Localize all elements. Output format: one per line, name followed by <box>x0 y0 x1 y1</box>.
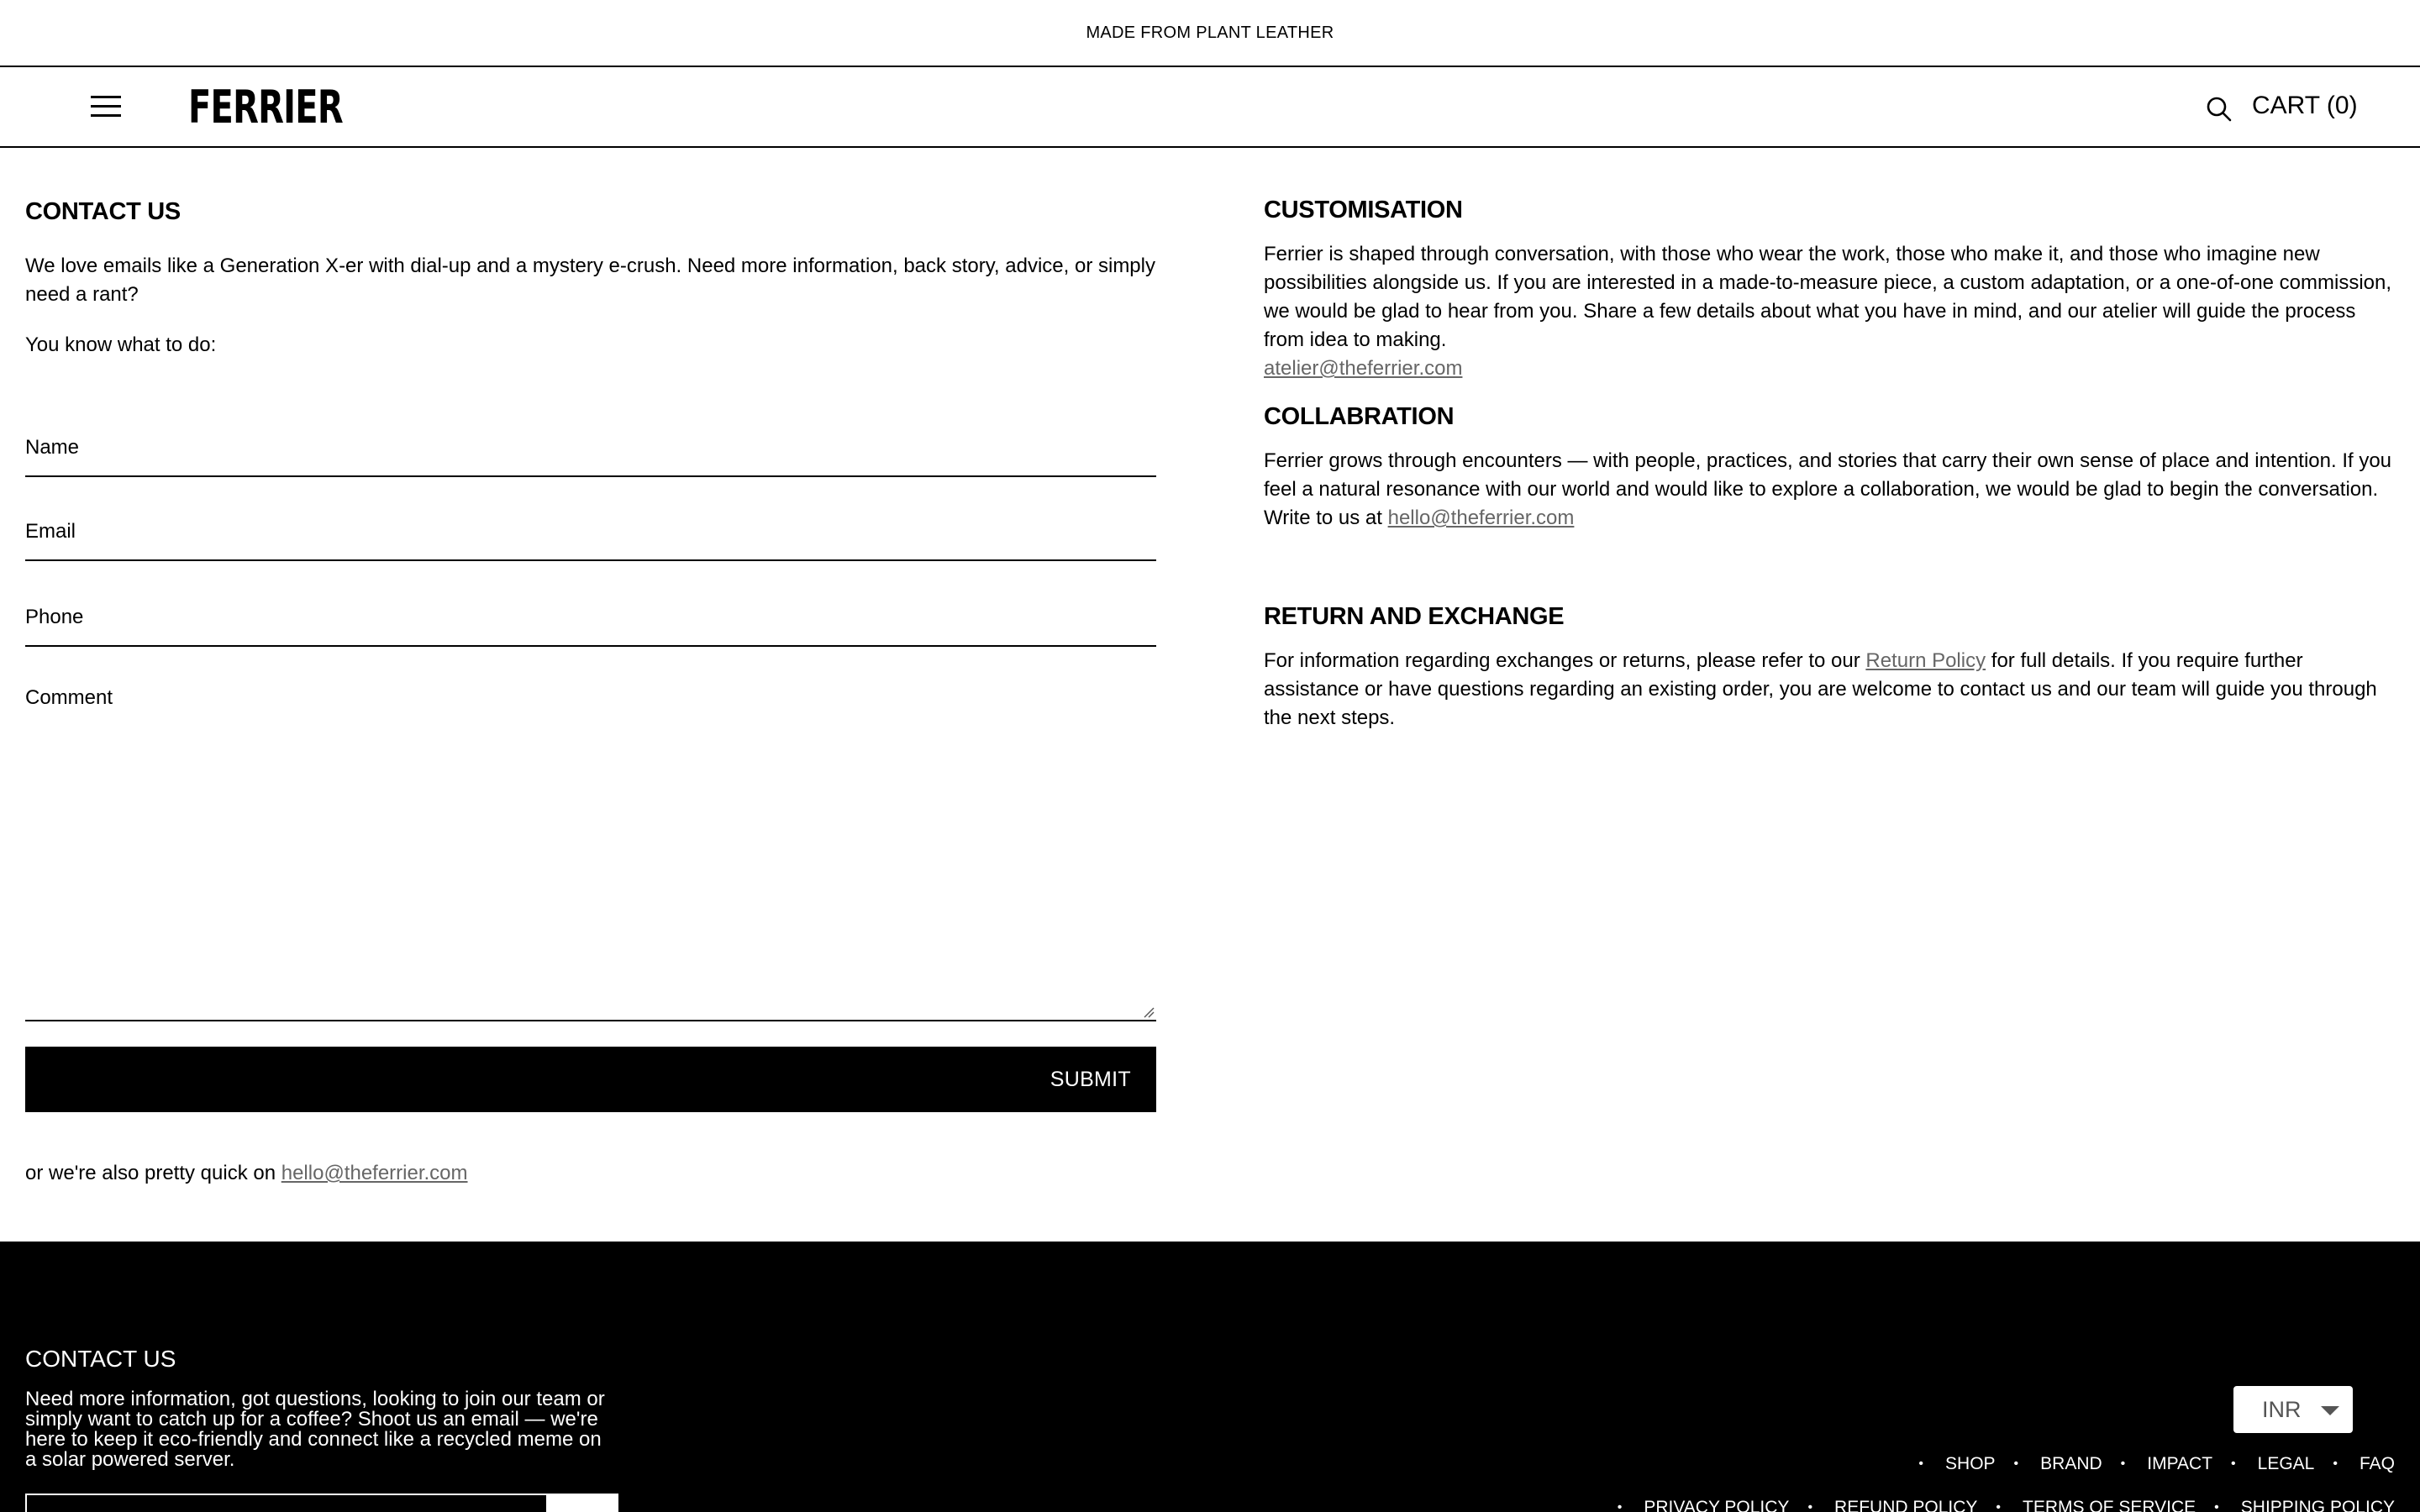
customisation-title: CUSTOMISATION <box>1264 197 1463 223</box>
return-policy-link[interactable]: Return Policy <box>1865 649 1986 672</box>
name-input[interactable] <box>25 428 1156 467</box>
collaboration-body <box>1264 447 2395 533</box>
footer-link-privacy-policy[interactable]: • PRIVACY POLICY <box>1618 1495 1790 1512</box>
comment-textarea[interactable] <box>25 684 1156 1016</box>
name-field <box>25 428 1156 477</box>
newsletter-email-input[interactable] <box>25 1494 618 1512</box>
collaboration-title: COLLABRATION <box>1264 403 1455 430</box>
footer-link-shipping-policy[interactable]: • SHIPPING POLICY <box>2214 1495 2395 1512</box>
comment-field <box>25 684 1156 1021</box>
alternate-contact-text: or we're also pretty quick on <box>25 1162 281 1184</box>
footer-link-brand[interactable]: • BRAND <box>2014 1452 2102 1477</box>
email-input[interactable] <box>25 512 1156 551</box>
footer-nav <box>1900 1452 2395 1477</box>
footer-link-impact[interactable]: • IMPACT <box>2121 1452 2212 1477</box>
brand-logo[interactable]: FERRIER <box>188 81 343 134</box>
footer-legal-nav <box>1599 1495 2395 1512</box>
collaboration-text: Ferrier grows through encounters — with people, practices, and stories that carry their own sense of place and intention. If you feel a natural resonance with our world and would like to explore a collaboration, we would be glad to begin the conversation. Write to us at <box>1264 449 2392 529</box>
collaboration-email-link[interactable]: hello@theferrier.com <box>1387 507 1575 529</box>
contact-prompt: You know what to do: <box>25 333 217 356</box>
customisation-text: Ferrier is shaped through conversation, with those who wear the work, those who make it, and those who imagine new possibilities alongside us. If you are interested in a made-to-measure piece, a custom adaptation, or a one-of-one commission, we would be glad to hear from you. Share a few details about what you have in mind, and our atelier will guide the process from idea to making. <box>1264 243 2392 351</box>
cart-link[interactable]: CART (0) <box>2252 92 2358 119</box>
caret-down-icon <box>2321 1406 2339 1415</box>
announcement-bar <box>0 0 2420 67</box>
footer-link-faq[interactable]: • FAQ <box>2333 1452 2395 1477</box>
announcement-text: MADE FROM PLANT LEATHER <box>1086 23 1334 42</box>
currency-value: INR <box>2262 1397 2302 1422</box>
site-footer <box>0 1242 2420 1512</box>
returns-body <box>1264 647 2395 732</box>
newsletter-submit-button[interactable] <box>546 1495 617 1512</box>
search-icon[interactable] <box>2205 94 2233 123</box>
contact-email-link[interactable]: hello@theferrier.com <box>281 1162 468 1184</box>
contact-title: CONTACT US <box>25 198 181 225</box>
returns-text-after: for full details. If you require further assistance or have questions regarding an existing order, you are welcome to contact us and our team will guide you through the next steps. <box>1264 649 2377 729</box>
email-field <box>25 512 1156 561</box>
atelier-email-link[interactable]: atelier@theferrier.com <box>1264 357 1463 380</box>
contact-intro: We love emails like a Generation X-er with dial-up and a mystery e-crush. Need more information, back story, advice, or simply need a rant? <box>25 255 1155 306</box>
footer-link-refund-policy[interactable]: • REFUND POLICY <box>1807 1495 1977 1512</box>
returns-text-before: For information regarding exchanges or returns, please refer to our <box>1264 649 1866 672</box>
footer-link-legal[interactable]: • LEGAL <box>2231 1452 2314 1477</box>
footer-link-shop[interactable]: • SHOP <box>1918 1452 1995 1477</box>
hamburger-menu-icon[interactable] <box>91 94 121 119</box>
currency-selector[interactable] <box>2233 1386 2353 1433</box>
footer-contact-title: CONTACT US <box>25 1346 176 1372</box>
submit-button[interactable]: SUBMIT <box>25 1047 1156 1112</box>
phone-field <box>25 598 1156 647</box>
footer-link-terms-of-service[interactable]: • TERMS OF SERVICE <box>1996 1495 2196 1512</box>
contact-section <box>25 197 1156 356</box>
customisation-body <box>1264 240 2395 383</box>
site-header <box>0 67 2420 148</box>
phone-input[interactable] <box>25 598 1156 637</box>
resize-handle-icon[interactable] <box>1143 1006 1155 1018</box>
returns-title: RETURN AND EXCHANGE <box>1264 603 1565 630</box>
footer-contact-text: Need more information, got questions, looking to join our team or simply want to catch up for a coffee? Shoot us an email — we're here to keep it eco-friendly and connect like a recycled meme on a solar powered server. <box>25 1388 605 1471</box>
alternate-contact <box>25 1159 468 1188</box>
